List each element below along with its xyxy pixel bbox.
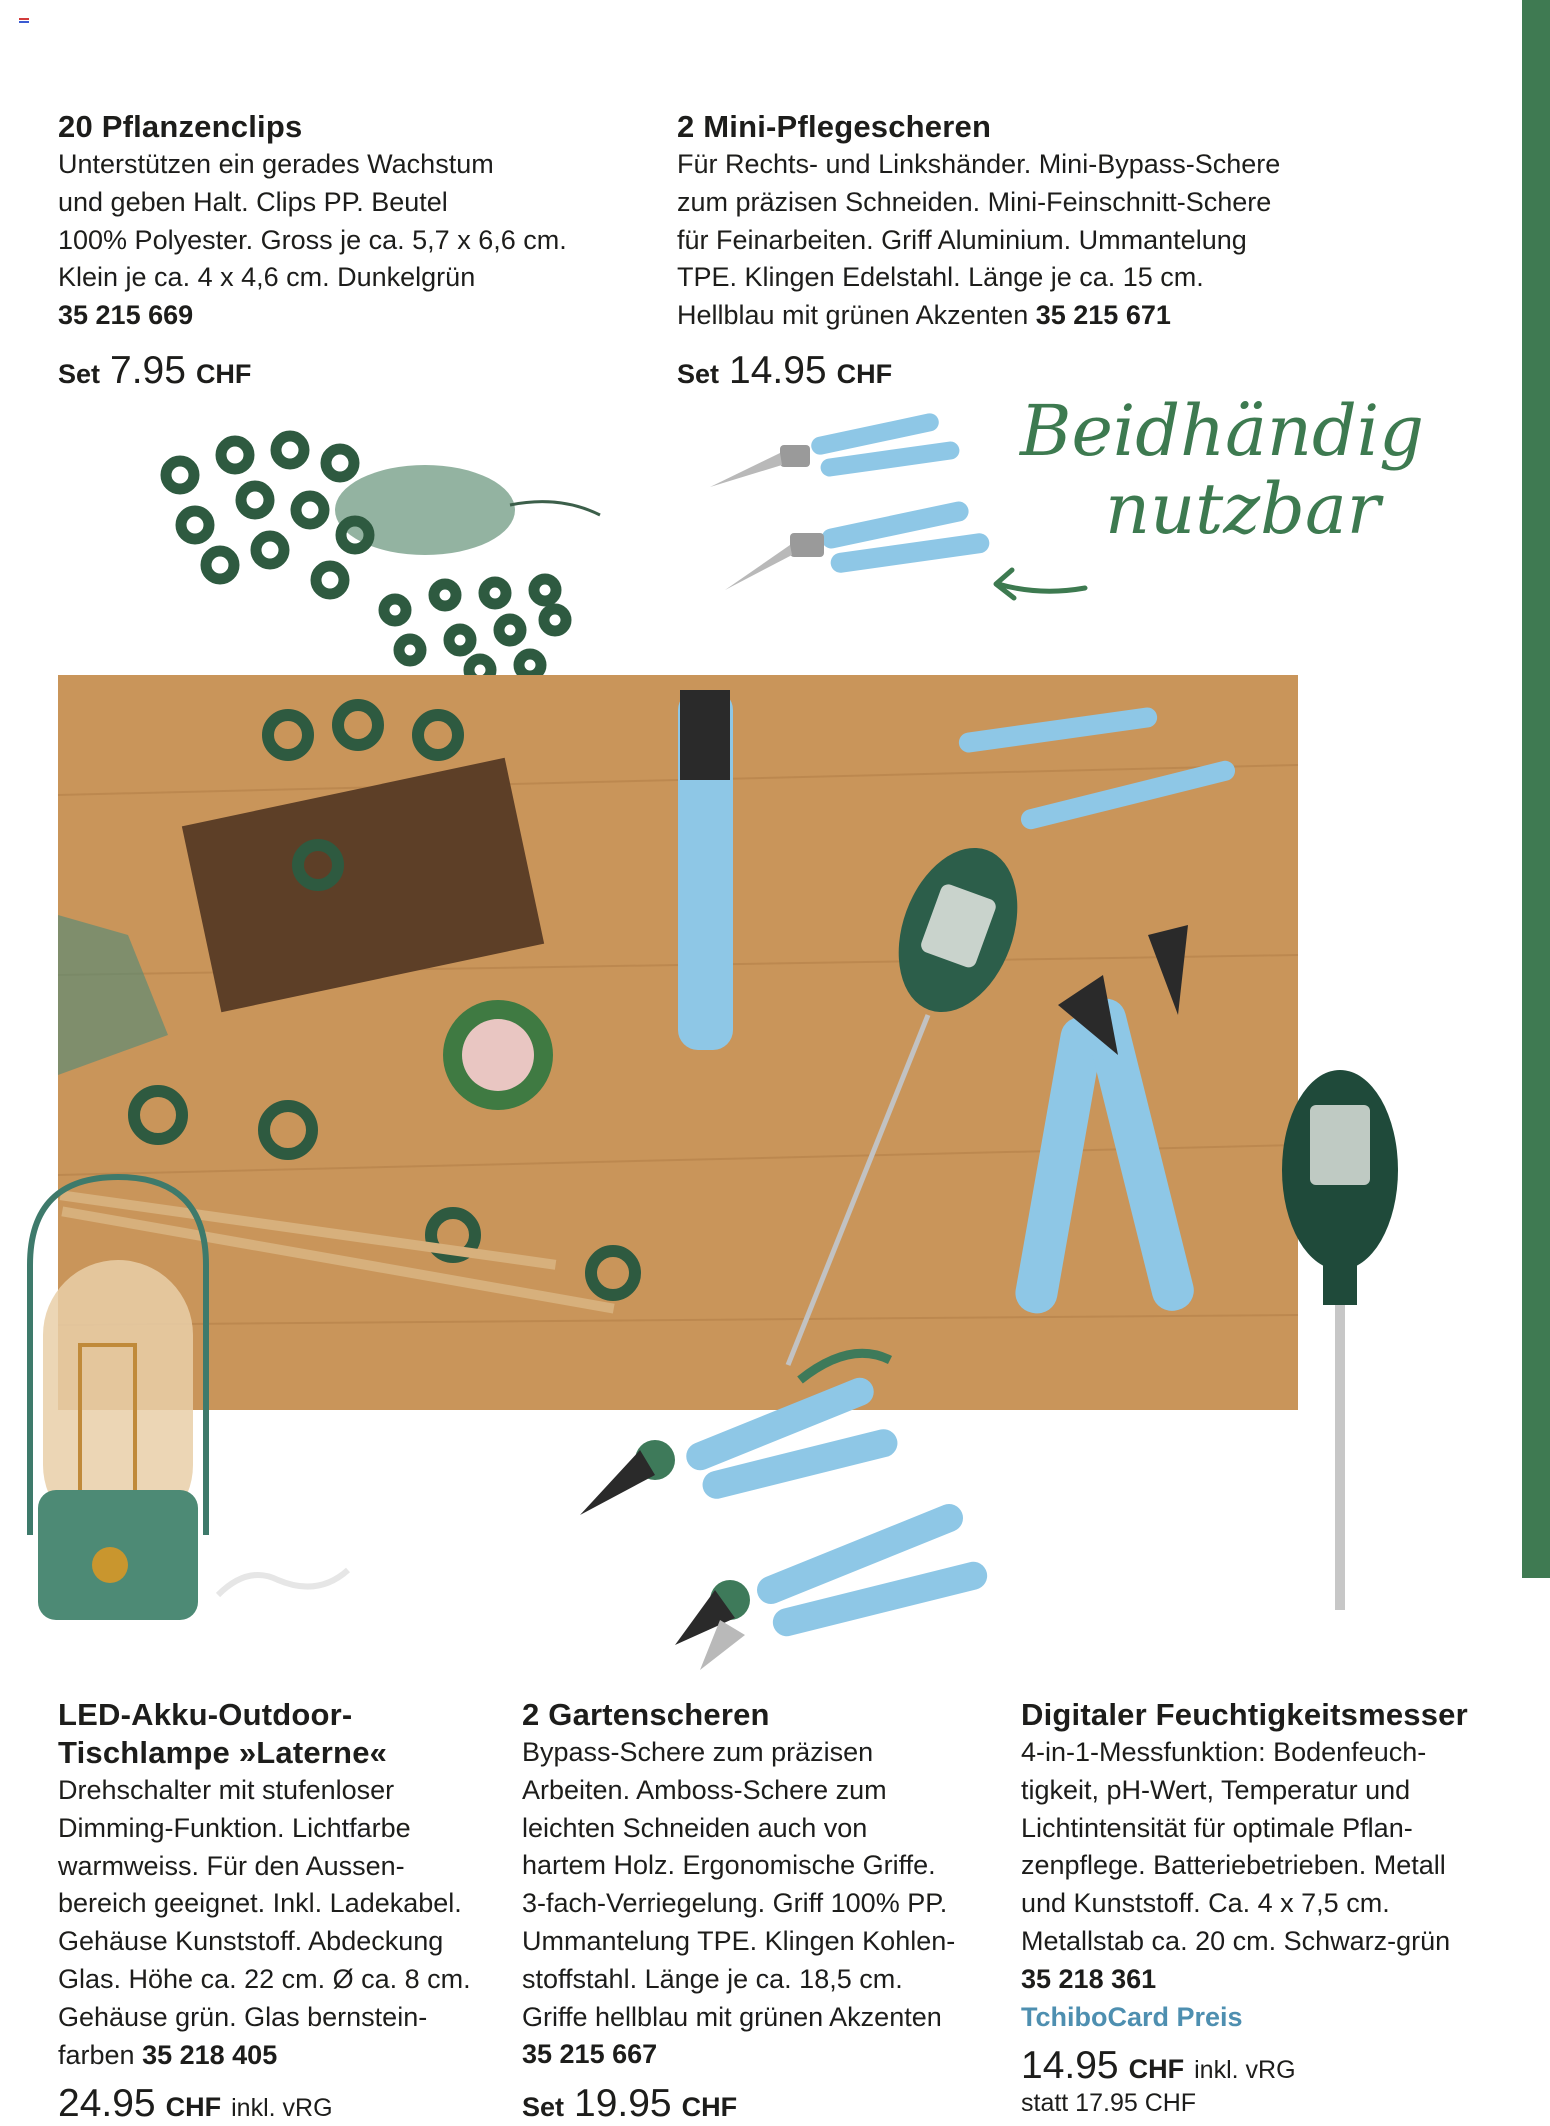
price-row <box>58 349 658 393</box>
price-currency: CHF <box>165 2092 222 2123</box>
description-line: Gehäuse Kunststoff. Abdeckung <box>58 1926 444 1957</box>
price-row <box>1021 2044 1511 2088</box>
description-line: farben <box>58 2039 135 2070</box>
product-description <box>58 146 658 335</box>
description-line: Ummantelung TPE. Klingen Kohlen- <box>522 1925 956 1956</box>
description-line: für Feinarbeiten. Griff Aluminium. Ummantelung <box>677 224 1247 255</box>
price-currency: CHF <box>681 2092 738 2123</box>
tax-note: inkl. vRG <box>1194 2056 1296 2085</box>
description-line: Gehäuse grün. Glas bernstein- <box>58 2001 428 2032</box>
article-number: 35 218 361 <box>1021 1963 1157 1994</box>
price-amount: 14.95 <box>1021 2044 1119 2088</box>
product-moisture-meter <box>1021 1696 1511 2118</box>
product-description <box>522 1734 992 2074</box>
article-number: 35 215 667 <box>522 2039 658 2070</box>
price-amount: 24.95 <box>58 2082 156 2126</box>
description-line: Klein je ca. 4 x 4,6 cm. Dunkelgrün <box>58 262 476 293</box>
product-lantern <box>58 1696 508 2126</box>
mini-shears-image <box>700 405 1030 605</box>
price-prefix: Set <box>677 358 720 389</box>
description-line: 3-fach-Verriegelung. Griff 100% PP. <box>522 1888 948 1919</box>
article-number: 35 215 669 <box>58 300 194 331</box>
article-number: 35 218 405 <box>142 2039 278 2070</box>
product-title: 20 Pflanzenclips <box>58 109 303 144</box>
description-line: Metallstab ca. 20 cm. Schwarz-grün <box>1021 1925 1451 1956</box>
description-line: Hellblau mit grünen Akzenten <box>677 300 1029 331</box>
title-line: Tischlampe »Laterne« <box>58 1735 388 1770</box>
description-line: 100% Polyester. Gross je ca. 5,7 x 6,6 cm. <box>58 224 567 255</box>
price-currency: CHF <box>195 358 252 389</box>
garden-shears-image <box>570 1300 1020 1680</box>
description-line: warmweiss. Für den Aussen- <box>58 1850 405 1881</box>
page-marker-icon <box>19 18 29 24</box>
description-line: Arbeiten. Amboss-Schere zum <box>522 1774 887 1805</box>
lantern-image <box>18 1165 378 1640</box>
price-row <box>522 2082 992 2126</box>
plant-clips-image <box>140 415 650 690</box>
description-line: Bypass-Schere zum präzisen <box>522 1737 874 1767</box>
description-line: 4-in-1-Messfunktion: Bodenfeuch- <box>1021 1737 1427 1767</box>
description-line: Dimming-Funktion. Lichtfarbe <box>58 1812 411 1843</box>
tchibocard-price-label: TchiboCard Preis <box>1021 2001 1243 2032</box>
description-line: zenpflege. Batteriebetrieben. Metall <box>1021 1850 1446 1881</box>
price-prefix: Set <box>58 358 101 389</box>
description-line: stoffstahl. Länge je ca. 18,5 cm. <box>522 1963 903 1994</box>
callout-text <box>1020 392 1424 548</box>
description-line: Für Rechts- und Linkshänder. Mini-Bypass-Schere <box>677 149 1281 179</box>
product-title: 2 Gartenscheren <box>522 1697 770 1732</box>
price-amount: 7.95 <box>110 348 186 392</box>
description-line: leichten Schneiden auch von <box>522 1812 868 1843</box>
product-title <box>58 1696 508 1772</box>
description-line: Glas. Höhe ca. 22 cm. Ø ca. 8 cm. <box>58 1963 471 1994</box>
description-line: und Kunststoff. Ca. 4 x 7,5 cm. <box>1021 1888 1390 1919</box>
price-prefix: Set <box>522 2092 565 2123</box>
product-title: 2 Mini-Pflegescheren <box>677 109 992 144</box>
product-description <box>58 1772 508 2074</box>
title-line: LED-Akku-Outdoor- <box>58 1697 353 1732</box>
callout-line: Beidhändig <box>1020 390 1424 472</box>
product-garden-shears <box>522 1696 992 2126</box>
article-number: 35 215 671 <box>1035 300 1171 331</box>
description-line: hartem Holz. Ergonomische Griffe. <box>522 1850 936 1881</box>
callout-line: nutzbar <box>1105 468 1381 550</box>
description-line: TPE. Klingen Edelstahl. Länge je ca. 15 cm. <box>677 262 1204 293</box>
old-price: statt 17.95 CHF <box>1021 2089 1197 2118</box>
product-title: Digitaler Feuchtigkeitsmesser <box>1021 1697 1468 1732</box>
price-amount: 19.95 <box>574 2082 672 2126</box>
description-line: tigkeit, pH-Wert, Temperatur und <box>1021 1774 1411 1805</box>
description-line: Griffe hellblau mit grünen Akzenten <box>522 2001 942 2032</box>
description-line: bereich geeignet. Inkl. Ladekabel. <box>58 1888 462 1919</box>
product-mini-shears <box>677 108 1377 393</box>
description-line: Drehschalter mit stufenloser <box>58 1775 395 1805</box>
description-line: und geben Halt. Clips PP. Beutel <box>58 186 448 217</box>
product-description <box>1021 1734 1511 1999</box>
description-line: Lichtintensität für optimale Pflan- <box>1021 1812 1413 1843</box>
product-description <box>677 146 1377 335</box>
product-plant-clips <box>58 108 658 393</box>
price-row <box>58 2082 508 2126</box>
price-currency: CHF <box>836 358 893 389</box>
price-row <box>677 349 1377 393</box>
price-amount: 14.95 <box>729 348 827 392</box>
side-stripe <box>1522 0 1550 1578</box>
price-currency: CHF <box>1128 2054 1185 2085</box>
description-line: zum präzisen Schneiden. Mini-Feinschnitt-Schere <box>677 186 1272 217</box>
tax-note: inkl. vRG <box>231 2094 333 2123</box>
description-line: Unterstützen ein gerades Wachstum <box>58 149 494 179</box>
moisture-meter-image <box>1275 1060 1405 1660</box>
